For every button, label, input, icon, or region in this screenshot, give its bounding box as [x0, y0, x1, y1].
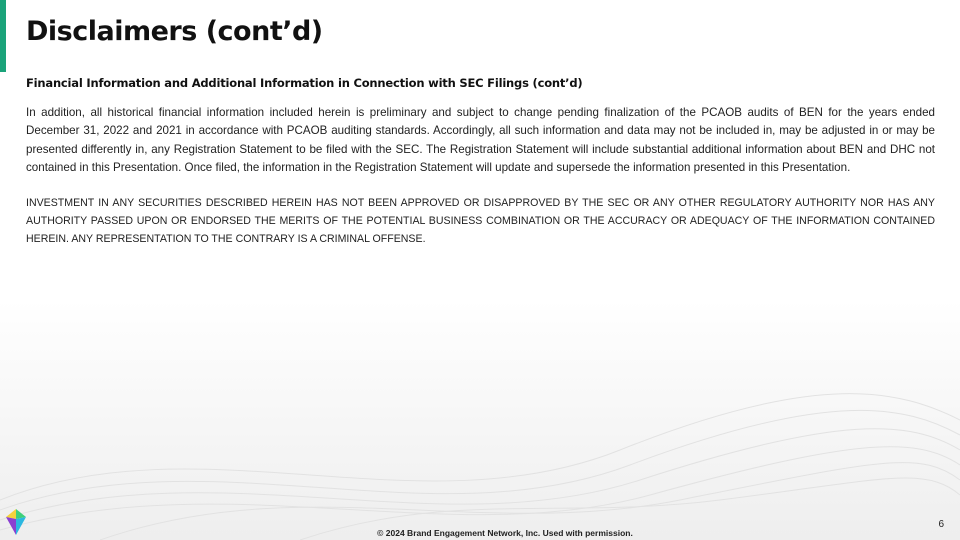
financial-info-paragraph: In addition, all historical financial information included herein is preliminary and subject to change pending finalization of the PCAOB audits of BEN for the years ended December 31, 2022 and 2021 in accordance with PCAOB auditing standards. Accordingly, all such information and data may not be included in, may be adjusted in or may be presented differently in, any Registration Statement to be filed with the SEC. The Registration Statement will include substantial additional information about BEN and DHC not contained in this Presentation. Once filed, the information in the Registration Statement will update and supersede the information presented in this Presentation. [26, 106, 935, 175]
legal-notice-paragraph: INVESTMENT IN ANY SECURITIES DESCRIBED HEREIN HAS NOT BEEN APPROVED OR DISAPPROVED BY THE SEC OR ANY OTHER REGULATORY AUTHORITY NOR HAS ANY AUTHORITY PASSED UPON OR ENDORSED THE MERITS OF THE POTENTIAL BUSINESS COMBINATION OR THE ACCURACY OR ADEQUACY OF THE INFORMATION CONTAINED HEREIN. ANY REPRESENTATION TO THE CONTRARY IS A CRIMINAL OFFENSE. [26, 196, 935, 246]
title-accent-bar [0, 0, 6, 72]
disclaimer-body [26, 76, 935, 249]
copyright-footer: © 2024 Brand Engagement Network, Inc. Used with permission. [377, 528, 633, 538]
background-wave-pattern [0, 300, 960, 540]
page-title: Disclaimers (cont’d) [26, 16, 323, 47]
page-number: 6 [938, 519, 944, 530]
section-heading: Financial Information and Additional Information in Connection with SEC Filings (cont’d) [26, 76, 583, 90]
